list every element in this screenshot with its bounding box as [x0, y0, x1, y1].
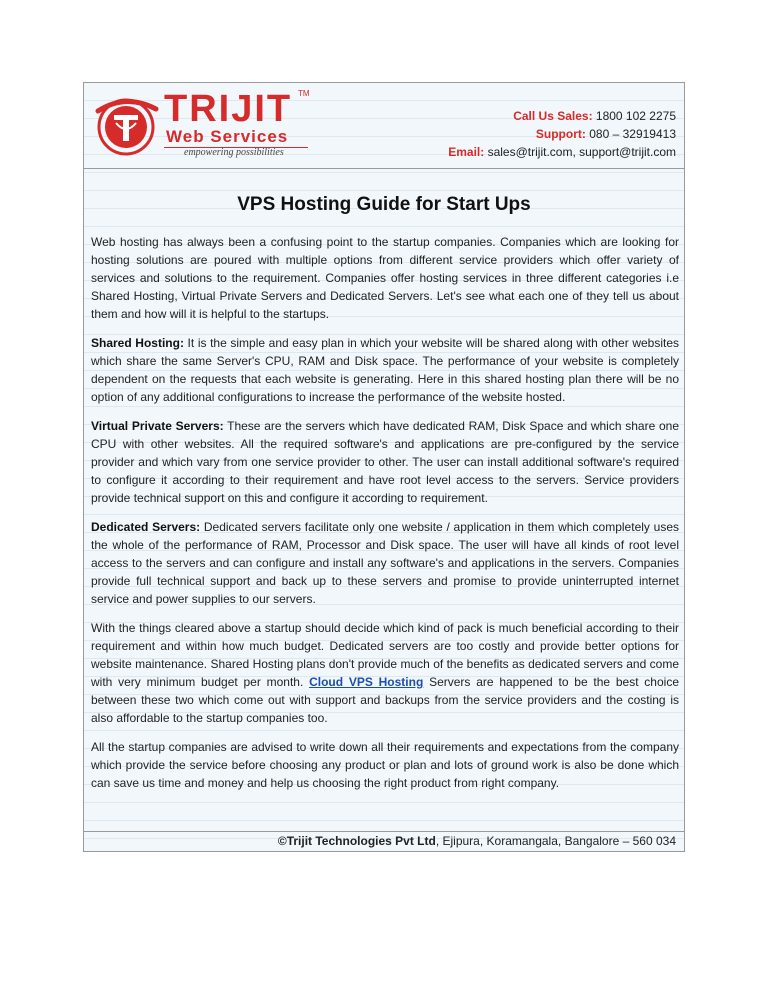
- vps-paragraph: [91, 417, 679, 507]
- vps-text: These are the servers which have dedicated RAM, Disk Space and which share one CPU with other websites. All the required software's and applications are pre-configured by the service provider and which vary from one service provider to other. The user can install additional software's required to configure it according to their requirement and have root level access to the servers. Service providers provide technical support on this and configure it according to requirement.: [91, 419, 679, 505]
- email-label: Email:: [448, 145, 485, 159]
- support-phone: 080 – 32919413: [589, 127, 676, 141]
- footer-copyright: ©Trijit Technologies Pvt Ltd: [277, 834, 436, 848]
- page-footer: [84, 831, 684, 851]
- page-title: VPS Hosting Guide for Start Ups: [237, 194, 531, 215]
- contact-block: [448, 107, 676, 161]
- company-logo: [90, 87, 320, 163]
- logo-subtitle: Web Services: [166, 127, 289, 146]
- document-page: [83, 82, 685, 852]
- email-addresses: sales@trijit.com, support@trijit.com: [487, 145, 676, 159]
- support-label: Support:: [535, 127, 586, 141]
- page-header: [84, 83, 684, 169]
- support-line: [448, 125, 676, 143]
- logo-tagline: empowering possibilities: [184, 147, 284, 158]
- shared-hosting-text: It is the simple and easy plan in which your website will be shared along with other websites which share the same Server's CPU, RAM and Disk space. The performance of your website is completely dependent on the requests that each website is generating. Here in this shared hosting plan there will be no option of any additional configurations to increase the performance of the website hosted.: [91, 336, 680, 404]
- trijit-logo-icon: [90, 91, 164, 161]
- sales-line: [448, 107, 676, 125]
- dedicated-servers-label: Dedicated Servers:: [91, 520, 201, 534]
- conclusion-text-before: With the things cleared above a startup should decide which kind of pack is much beneficial according to their requirement and within how much budget. Dedicated servers are too costly and provide better options for website maintenance. Shared Hosting plans don't provide much of the benefits as dedicated servers and come with very minimum budget per month.: [91, 621, 679, 689]
- conclusion-paragraph: [91, 619, 679, 727]
- article-body: [91, 233, 679, 803]
- vps-label: Virtual Private Servers:: [91, 419, 224, 433]
- trademark-mark: TM: [298, 89, 310, 98]
- intro-paragraph: Web hosting has always been a confusing point to the startup companies. Companies which are looking for hosting solutions are poured with multiple options from different service providers which offer variety of services and solutions to the requirement. Companies offer hosting services in three different categories i.e Shared Hosting, Virtual Private Servers and Dedicated Servers. Let's see what each one of they tell us about them and how will it is helpful to the startups.: [91, 235, 679, 321]
- dedicated-servers-paragraph: [91, 518, 679, 608]
- sales-phone: 1800 102 2275: [595, 109, 676, 123]
- closing-paragraph: All the startup companies are advised to write down all their requirements and expectations from the company which provide the service before choosing any product or plan and lots of ground work is also be done which can save us time and money and help us choosing the right product from right company.: [91, 740, 679, 790]
- shared-hosting-label: Shared Hosting:: [91, 336, 184, 350]
- footer-address: , Ejipura, Koramangala, Bangalore – 560 034: [435, 834, 676, 848]
- logo-title: TRIJIT: [164, 88, 293, 130]
- email-line: [448, 143, 676, 161]
- conclusion-text-after: Servers are happened to be the best choice between these two which come out with support and backups from the service providers and the costing is also affordable to the startup companies too.: [91, 675, 679, 725]
- shared-hosting-paragraph: [91, 334, 679, 406]
- sales-label: Call Us Sales:: [513, 109, 593, 123]
- cloud-vps-hosting-link[interactable]: Cloud VPS Hosting: [309, 675, 424, 689]
- dedicated-servers-text: Dedicated servers facilitate only one website / application in them which completely uses the whole of the performance of RAM, Processor and Disk space. The user will have all kinds of root level access to the servers and can configure and install any software's and applications in the servers. Companies provide full technical support and back up to these servers and promise to provide uninterrupted internet service and power supplies to our servers.: [91, 520, 679, 606]
